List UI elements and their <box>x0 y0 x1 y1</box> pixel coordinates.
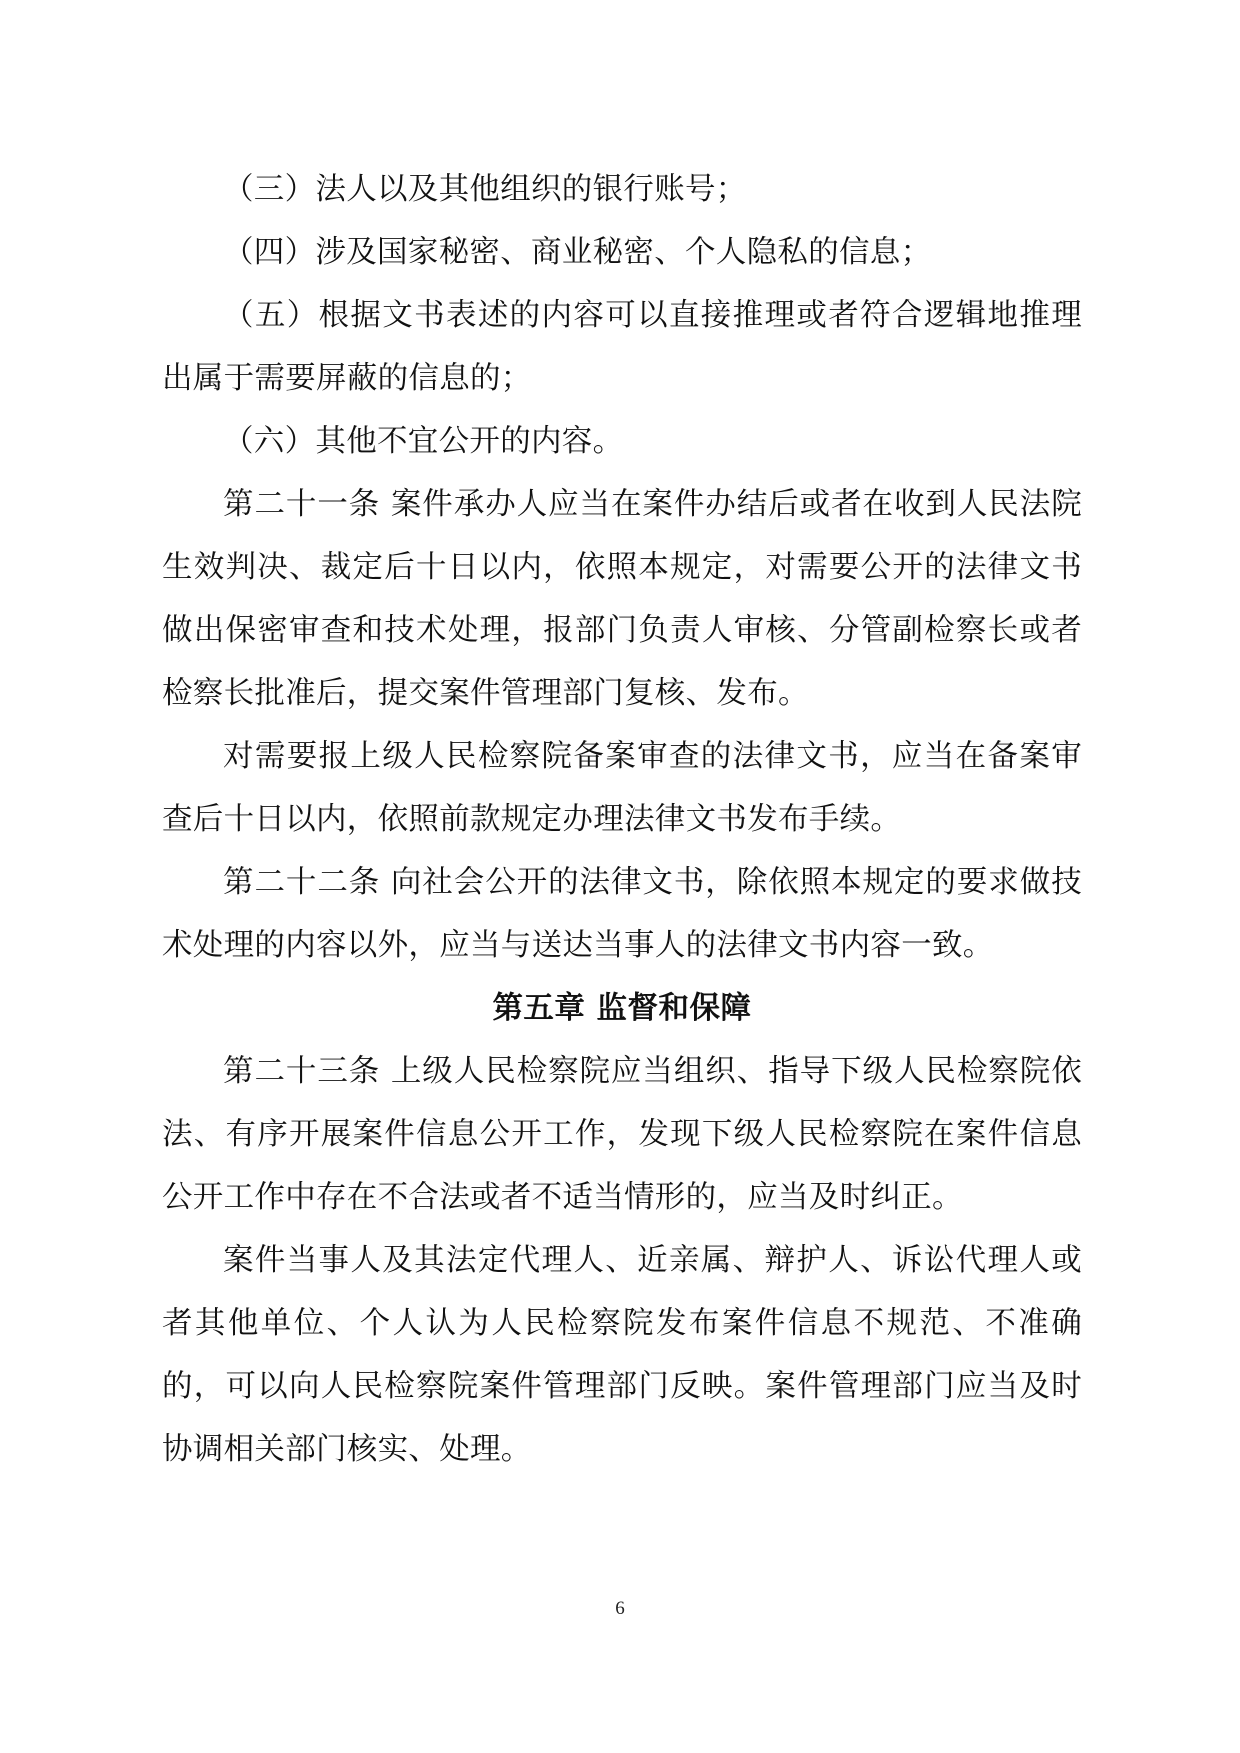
article-22: 第二十二条 向社会公开的法律文书，除依照本规定的要求做技术处理的内容以外，应当与送达当事人的法律文书内容一致。 <box>162 865 1082 963</box>
article-21: 第二十一条 案件承办人应当在案件办结后或者在收到人民法院生效判决、裁定后十日以内，依照本规定，对需要公开的法律文书做出保密审查和技术处理，报部门负责人审核、分管副检察长或者检察长批准后，提交案件管理部门复核、发布。 <box>162 487 1082 711</box>
paragraph-item-5: （五）根据文书表述的内容可以直接推理或者符合逻辑地推理出属于需要屏蔽的信息的； <box>162 298 1082 396</box>
article-21-paragraph-2: 对需要报上级人民检察院备案审查的法律文书，应当在备案审查后十日以内，依照前款规定办理法律文书发布手续。 <box>162 739 1082 837</box>
paragraph-item-4: （四）涉及国家秘密、商业秘密、个人隐私的信息； <box>223 235 932 270</box>
article-23-paragraph-2: 案件当事人及其法定代理人、近亲属、辩护人、诉讼代理人或者其他单位、个人认为人民检察院发布案件信息不规范、不准确的，可以向人民检察院案件管理部门反映。案件管理部门应当及时协调相关部门核实、处理。 <box>162 1243 1082 1467</box>
paragraph-item-3: （三）法人以及其他组织的银行账号； <box>223 172 747 207</box>
page-number: 6 <box>615 1598 625 1619</box>
paragraph-item-6: （六）其他不宜公开的内容。 <box>223 424 624 459</box>
document-page <box>162 158 1082 1481</box>
article-23: 第二十三条 上级人民检察院应当组织、指导下级人民检察院依法、有序开展案件信息公开工作，发现下级人民检察院在案件信息公开工作中存在不合法或者不适当情形的，应当及时纠正。 <box>162 1054 1082 1215</box>
chapter-heading: 第五章 监督和保障 <box>492 991 752 1026</box>
